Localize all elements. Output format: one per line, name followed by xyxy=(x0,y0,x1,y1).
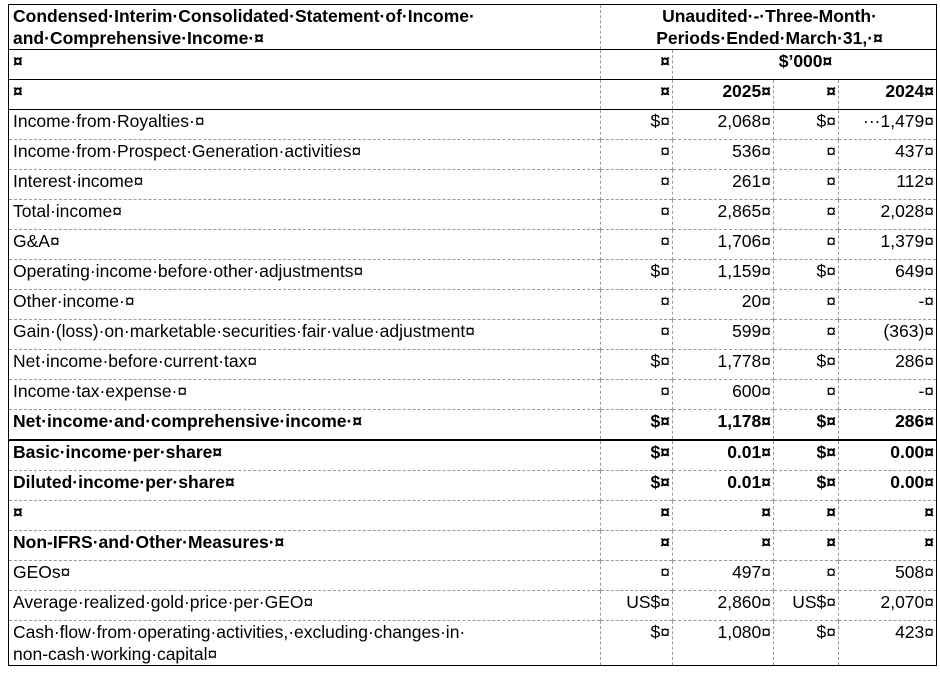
years-label: ¤ xyxy=(9,80,601,110)
currency-2025: $¤ xyxy=(601,110,673,140)
row-label: Net·income·before·current·tax¤ xyxy=(9,350,601,380)
years-currency-1: ¤ xyxy=(601,80,673,110)
table-row xyxy=(9,200,937,230)
table-row xyxy=(9,290,937,320)
value-2024: 286¤ xyxy=(839,410,937,441)
row-label: Net·income·and·comprehensive·income·¤ xyxy=(9,410,601,441)
value-2024: 437¤ xyxy=(839,140,937,170)
value-2025: 1,778¤ xyxy=(673,350,774,380)
value-2024: 2,070¤ xyxy=(839,591,937,621)
table-row xyxy=(9,591,937,621)
currency-2024: $¤ xyxy=(774,260,839,290)
value-2024: 1,379¤ xyxy=(839,230,937,260)
table-row xyxy=(9,561,937,591)
value-2024: 112¤ xyxy=(839,170,937,200)
row-label: Interest·income¤ xyxy=(9,170,601,200)
value-2025: 600¤ xyxy=(673,380,774,410)
table-row xyxy=(9,501,937,531)
currency-2024: $¤ xyxy=(774,350,839,380)
value-2025: 599¤ xyxy=(673,320,774,350)
value-2025: ¤ xyxy=(673,501,774,531)
table-row xyxy=(9,320,937,350)
row-label: Diluted·income·per·share¤ xyxy=(9,471,601,501)
currency-2025: ¤ xyxy=(601,501,673,531)
value-2024: -¤ xyxy=(839,380,937,410)
row-label: Income·from·Prospect·Generation·activities¤ xyxy=(9,140,601,170)
currency-2025: US$¤ xyxy=(601,591,673,621)
row-label: Other·income·¤ xyxy=(9,290,601,320)
table-row xyxy=(9,531,937,561)
period-heading: Unaudited·-·Three-Month· Periods·Ended·March·31,·¤ xyxy=(601,5,937,50)
row-label: Cash·flow·from·operating·activities,·excluding·changes·in· non-cash·working·capital¤ xyxy=(9,621,601,666)
units-row xyxy=(9,50,937,80)
years-row xyxy=(9,80,937,110)
value-2024: (363)¤ xyxy=(839,320,937,350)
currency-2024: $¤ xyxy=(774,410,839,441)
value-2024: ¤ xyxy=(839,531,937,561)
table-row xyxy=(9,110,937,140)
currency-2025: $¤ xyxy=(601,410,673,441)
row-label: Total·income¤ xyxy=(9,200,601,230)
currency-2024: ¤ xyxy=(774,140,839,170)
table-row xyxy=(9,471,937,501)
value-2025: 1,080¤ xyxy=(673,621,774,666)
currency-2024: ¤ xyxy=(774,501,839,531)
currency-2025: ¤ xyxy=(601,170,673,200)
value-2025: 1,706¤ xyxy=(673,230,774,260)
year-2025: 2025¤ xyxy=(673,80,774,110)
header-row xyxy=(9,5,937,50)
value-2024: 508¤ xyxy=(839,561,937,591)
value-2024: 423¤ xyxy=(839,621,937,666)
units-heading: $’000¤ xyxy=(673,50,937,80)
value-2025: 0.01¤ xyxy=(673,440,774,471)
units-label: ¤ xyxy=(9,50,601,80)
value-2025: 1,159¤ xyxy=(673,260,774,290)
value-2024: 649¤ xyxy=(839,260,937,290)
currency-2025: ¤ xyxy=(601,200,673,230)
value-2025: 20¤ xyxy=(673,290,774,320)
table-row xyxy=(9,350,937,380)
row-label: G&A¤ xyxy=(9,230,601,260)
table-row xyxy=(9,380,937,410)
currency-2024: US$¤ xyxy=(774,591,839,621)
value-2024: 0.00¤ xyxy=(839,471,937,501)
value-2025: 2,860¤ xyxy=(673,591,774,621)
currency-2024: ¤ xyxy=(774,561,839,591)
value-2025: 261¤ xyxy=(673,170,774,200)
currency-2025: $¤ xyxy=(601,440,673,471)
value-2025: 0.01¤ xyxy=(673,471,774,501)
value-2025: 1,178¤ xyxy=(673,410,774,441)
currency-2025: $¤ xyxy=(601,471,673,501)
currency-2025: $¤ xyxy=(601,260,673,290)
row-label: Operating·income·before·other·adjustments¤ xyxy=(9,260,601,290)
currency-2024: $¤ xyxy=(774,471,839,501)
currency-2024: ¤ xyxy=(774,380,839,410)
currency-2025: ¤ xyxy=(601,140,673,170)
value-2025: 2,865¤ xyxy=(673,200,774,230)
table-row xyxy=(9,410,937,441)
currency-2024: $¤ xyxy=(774,621,839,666)
value-2024: 0.00¤ xyxy=(839,440,937,471)
years-currency-2: ¤ xyxy=(774,80,839,110)
table-row xyxy=(9,170,937,200)
currency-2024: ¤ xyxy=(774,200,839,230)
row-label: Income·from·Royalties·¤ xyxy=(9,110,601,140)
currency-2025: ¤ xyxy=(601,531,673,561)
value-2025: 497¤ xyxy=(673,561,774,591)
value-2024: -¤ xyxy=(839,290,937,320)
row-label: Basic·income·per·share¤ xyxy=(9,440,601,471)
currency-2025: $¤ xyxy=(601,621,673,666)
currency-2025: ¤ xyxy=(601,290,673,320)
table-row xyxy=(9,140,937,170)
row-label: Income·tax·expense·¤ xyxy=(9,380,601,410)
currency-2025: $¤ xyxy=(601,350,673,380)
value-2025: ¤ xyxy=(673,531,774,561)
value-2025: 536¤ xyxy=(673,140,774,170)
currency-2024: ¤ xyxy=(774,230,839,260)
currency-2024: $¤ xyxy=(774,110,839,140)
row-label: ¤ xyxy=(9,501,601,531)
currency-2025: ¤ xyxy=(601,230,673,260)
currency-2025: ¤ xyxy=(601,380,673,410)
units-currency: ¤ xyxy=(601,50,673,80)
row-label: Gain·(loss)·on·marketable·securities·fair·value·adjustment¤ xyxy=(9,320,601,350)
income-statement-table xyxy=(8,4,937,666)
currency-2025: ¤ xyxy=(601,320,673,350)
currency-2024: ¤ xyxy=(774,531,839,561)
value-2025: 2,068¤ xyxy=(673,110,774,140)
value-2024: 286¤ xyxy=(839,350,937,380)
statement-title: Condensed·Interim·Consolidated·Statement·of·Income· and·Comprehensive·Income·¤ xyxy=(9,5,601,50)
table-row xyxy=(9,260,937,290)
value-2024: 2,028¤ xyxy=(839,200,937,230)
table-row xyxy=(9,440,937,471)
currency-2024: ¤ xyxy=(774,170,839,200)
currency-2024: ¤ xyxy=(774,320,839,350)
row-label: Average·realized·gold·price·per·GEO¤ xyxy=(9,591,601,621)
currency-2025: ¤ xyxy=(601,561,673,591)
value-2024: ¤ xyxy=(839,501,937,531)
currency-2024: $¤ xyxy=(774,440,839,471)
row-label: Non-IFRS·and·Other·Measures·¤ xyxy=(9,531,601,561)
table-row xyxy=(9,230,937,260)
value-2024: ···1,479¤ xyxy=(839,110,937,140)
year-2024: 2024¤ xyxy=(839,80,937,110)
row-label: GEOs¤ xyxy=(9,561,601,591)
table-row-cash-flow xyxy=(9,621,937,666)
currency-2024: ¤ xyxy=(774,290,839,320)
